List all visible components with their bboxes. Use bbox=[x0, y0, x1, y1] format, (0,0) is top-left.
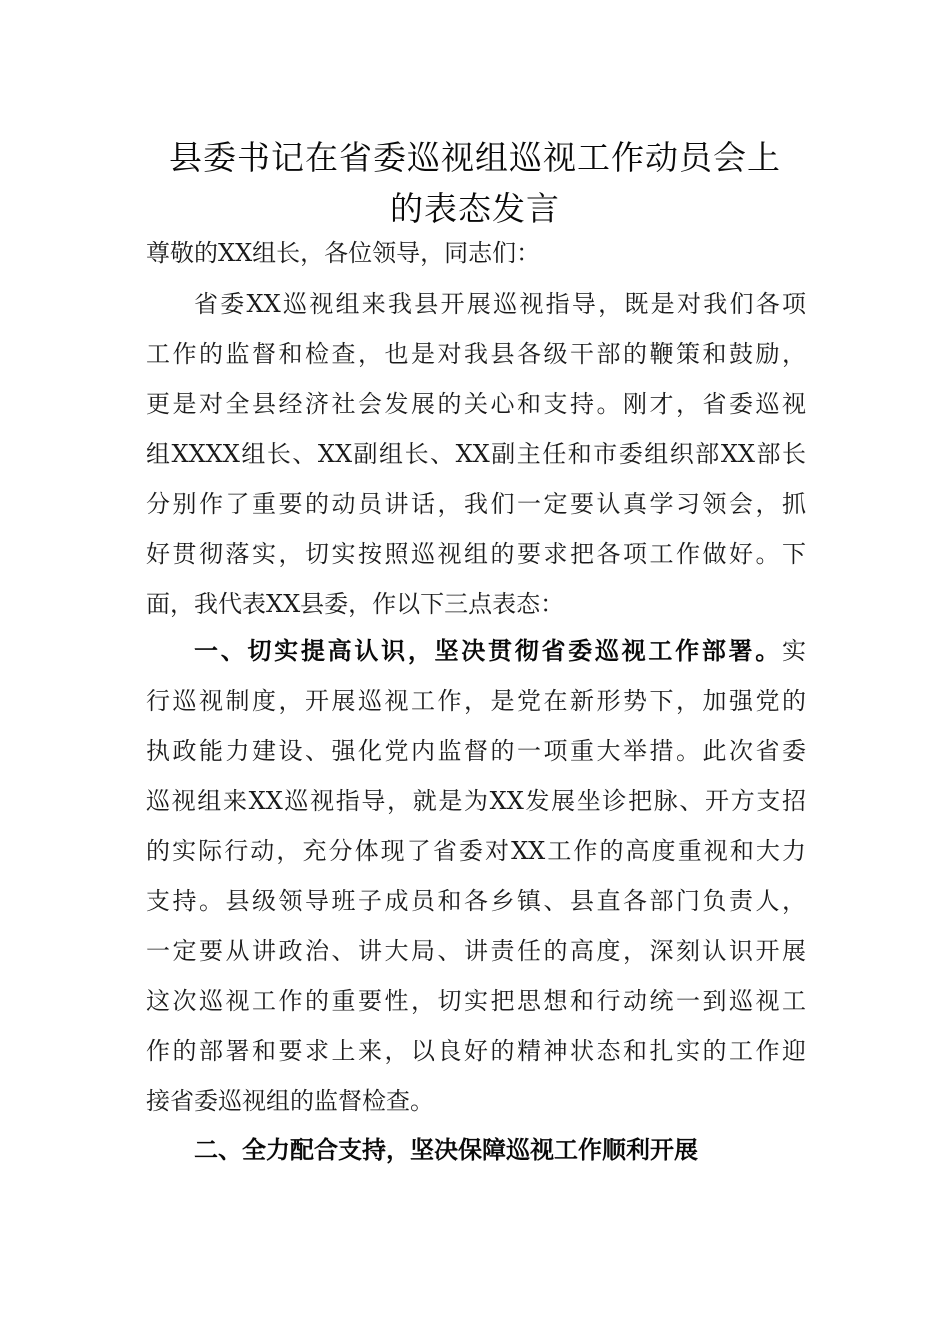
paragraph-line: 分别作了重要的动员讲话，我们一定要认真学习领会，抓 bbox=[146, 490, 806, 518]
section-1-first-line bbox=[194, 634, 806, 668]
paragraph-line: 组XXXX组长、XX副组长、XX副主任和市委组织部XX部长 bbox=[146, 440, 806, 468]
paragraph-line: 执政能力建设、强化党内监督的一项重大举措。此次省委 bbox=[146, 737, 806, 765]
paragraph-line: 面，我代表XX县委，作以下三点表态： bbox=[146, 590, 565, 618]
paragraph-line: 好贯彻落实，切实按照巡视组的要求把各项工作做好。下 bbox=[146, 540, 806, 568]
paragraph-line: 更是对全县经济社会发展的关心和支持。刚才，省委巡视 bbox=[146, 390, 806, 418]
paragraph-line: 行巡视制度，开展巡视工作，是党在新形势下，加强党的 bbox=[146, 687, 806, 715]
paragraph-line: 接省委巡视组的监督检查。 bbox=[146, 1087, 434, 1115]
paragraph-line: 工作的监督和检查，也是对我县各级干部的鞭策和鼓励， bbox=[146, 340, 806, 368]
section-2-heading: 二、全力配合支持，坚决保障巡视工作顺利开展 bbox=[194, 1136, 698, 1164]
document-title-line-1: 县委书记在省委巡视组巡视工作动员会上 bbox=[169, 138, 781, 177]
section-1-heading: 一、切实提高认识，坚决贯彻省委巡视工作部署。 bbox=[194, 637, 782, 665]
paragraph-line: 这次巡视工作的重要性，切实把思想和行动统一到巡视工 bbox=[146, 987, 806, 1015]
paragraph-line: 作的部署和要求上来，以良好的精神状态和扎实的工作迎 bbox=[146, 1037, 806, 1065]
paragraph-line: 巡视组来XX巡视指导，就是为XX发展坐诊把脉、开方支招 bbox=[146, 787, 806, 815]
document-title-line-2: 的表态发言 bbox=[390, 189, 560, 228]
section-1-first-line-rest: 实 bbox=[782, 637, 806, 665]
paragraph-line: 支持。县级领导班子成员和各乡镇、县直各部门负责人， bbox=[146, 887, 806, 915]
paragraph-line: 一定要从讲政治、讲大局、讲责任的高度，深刻认识开展 bbox=[146, 937, 806, 965]
paragraph-line: 省委XX巡视组来我县开展巡视指导，既是对我们各项 bbox=[194, 290, 806, 318]
paragraph-line: 的实际行动，充分体现了省委对XX工作的高度重视和大力 bbox=[146, 837, 806, 865]
salutation: 尊敬的XX组长，各位领导，同志们： bbox=[146, 239, 541, 267]
